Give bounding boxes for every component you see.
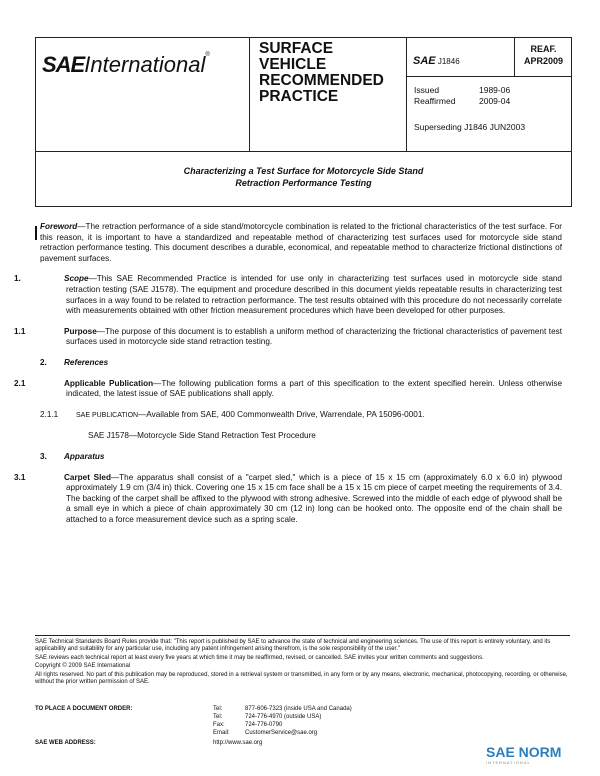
sae-international-logo: SAEInternational®: [42, 52, 210, 77]
document-header: [35, 37, 572, 152]
footer-rules: SAE Technical Standards Board Rules provide that: "This report is published by SAE to advance the state of technical and engineering sciences. The use of this report is entirely voluntary, and its applicability and suitability for any particular use, including any patent infringement arising therefrom, is the sole responsibility of the user.": [35, 639, 551, 653]
document-type: SURFACE VEHICLE RECOMMENDED PRACTICE: [259, 40, 384, 105]
document-footer: [35, 635, 570, 687]
document-title: Characterizing a Test Surface for Motorcycle Side Stand Retraction Performance Testing: [183, 166, 424, 188]
section-2-references: 2. References: [40, 357, 109, 367]
reaffirmed-value: 2009-04: [479, 96, 511, 106]
section-2-1-applicable-publication: 2.1 Applicable Publication—The following publication forms a part of this specification to the extent specified herein. Unless otherwise indicated, the latest issue of SAE publications shall apply.: [14, 378, 562, 399]
tel2-value: 724-776-4970 (outside USA): [245, 714, 322, 720]
tel1-label: Tel:: [213, 706, 223, 712]
document-body: [14, 222, 563, 535]
issued-label: Issued: [414, 85, 440, 95]
section-3-1-carpet-sled: 3.1 Carpet Sled—The apparatus shall consist of a "carpet sled," which is a piece of 15 x 15 cm (approximately 6.0 x 6.0 in) plywood approximately 1.9 cm (3/4 in) thick. Covering one 15 x 15 cm face shall be a 15 x 15 cm piece of carpet meeting the requirements of 3.4. The backing of the carpet shall be affixed to the plywood with strong adhesive. Screwed into the middle of each edge of plywood shall be a small eye in which a piece of chain approximately 30 cm (12 in) long can be hooked onto. The opposite end of the chain shall be attached to a force measurement device such as a spring scale.: [14, 472, 563, 524]
section-2-1-1-sae-publication: 2.1.1 SAE PUBLICATION—Available from SAE, 400 Commonwealth Drive, Warrendale, PA 15096-0001.: [40, 409, 425, 419]
section-3-apparatus: 3. Apparatus: [40, 451, 105, 461]
change-bar: [35, 226, 37, 240]
title-box: [35, 150, 572, 207]
section-1-scope: 1. Scope—This SAE Recommended Practice is intended for use only in characterizing test surfaces used in motorcycle side stand retraction testing (SAE J1578). The equipment and procedure described in this document yields repeatable results in characterizing test surfaces in a way found to be related to retraction performance. The test results obtained with this procedure do not necessarily correlate with measurements obtained with other friction measurement procedures which have been developed for other purposes.: [14, 274, 562, 316]
reaffirmed-label: Reaffirmed: [414, 96, 456, 106]
tel1-value: 877-606-7323 (inside USA and Canada): [245, 706, 352, 712]
sae-norm-watermark: SAE NORM INTERNATIONAL: [486, 744, 562, 765]
section-1-1-purpose: 1.1 Purpose—The purpose of this document is to establish a uniform method of characterizing the frictional characteristics of pavement test surfaces used in motorcycle side stand retraction testing.: [14, 326, 562, 347]
foreword-paragraph: Foreword—The retraction performance of a side stand/motorcycle combination is related to the frictional characteristics of the test surface. For this reason, it is important to have a standardized and repeatable method of characterizing test surfaces used for motorcycle side stand retraction performance testing. This document describes a durable, economical, and repeatable method to characterize frictional distinctions of pavement surfaces.: [40, 222, 562, 263]
reference-j1578: SAE J1578—Motorcycle Side Stand Retraction Test Procedure: [88, 431, 316, 441]
web-link[interactable]: http://www.sae.org: [213, 740, 263, 746]
footer-review: SAE reviews each technical report at least every five years at which time it may be reaffirmed, revised, or cancelled. SAE invites your written comments and suggestions.: [35, 654, 484, 661]
footer-copyright: Copyright © 2009 SAE International: [35, 663, 131, 670]
tel2-label: Tel:: [213, 714, 223, 720]
fax-value: 724-776-0790: [245, 722, 283, 728]
issued-value: 1989-06: [479, 85, 511, 95]
footer-rights: All rights reserved. No part of this publication may be reproduced, stored in a retrieval system or transmitted, in any form or by any means, electronic, mechanical, photocopying, recording, or otherwise, without the prior written permission of SAE.: [35, 671, 568, 686]
email-link[interactable]: CustomerService@sae.org: [245, 730, 318, 736]
reaffirmation-badge: REAF. APR2009: [523, 44, 564, 66]
web-label: SAE WEB ADDRESS:: [35, 740, 96, 746]
email-label: Email:: [213, 730, 230, 736]
fax-label: Fax:: [213, 722, 225, 728]
order-label: TO PLACE A DOCUMENT ORDER:: [35, 706, 133, 712]
document-number: SAE J1846: [413, 55, 460, 67]
superseding-note: Superseding J1846 JUN2003: [414, 122, 526, 132]
